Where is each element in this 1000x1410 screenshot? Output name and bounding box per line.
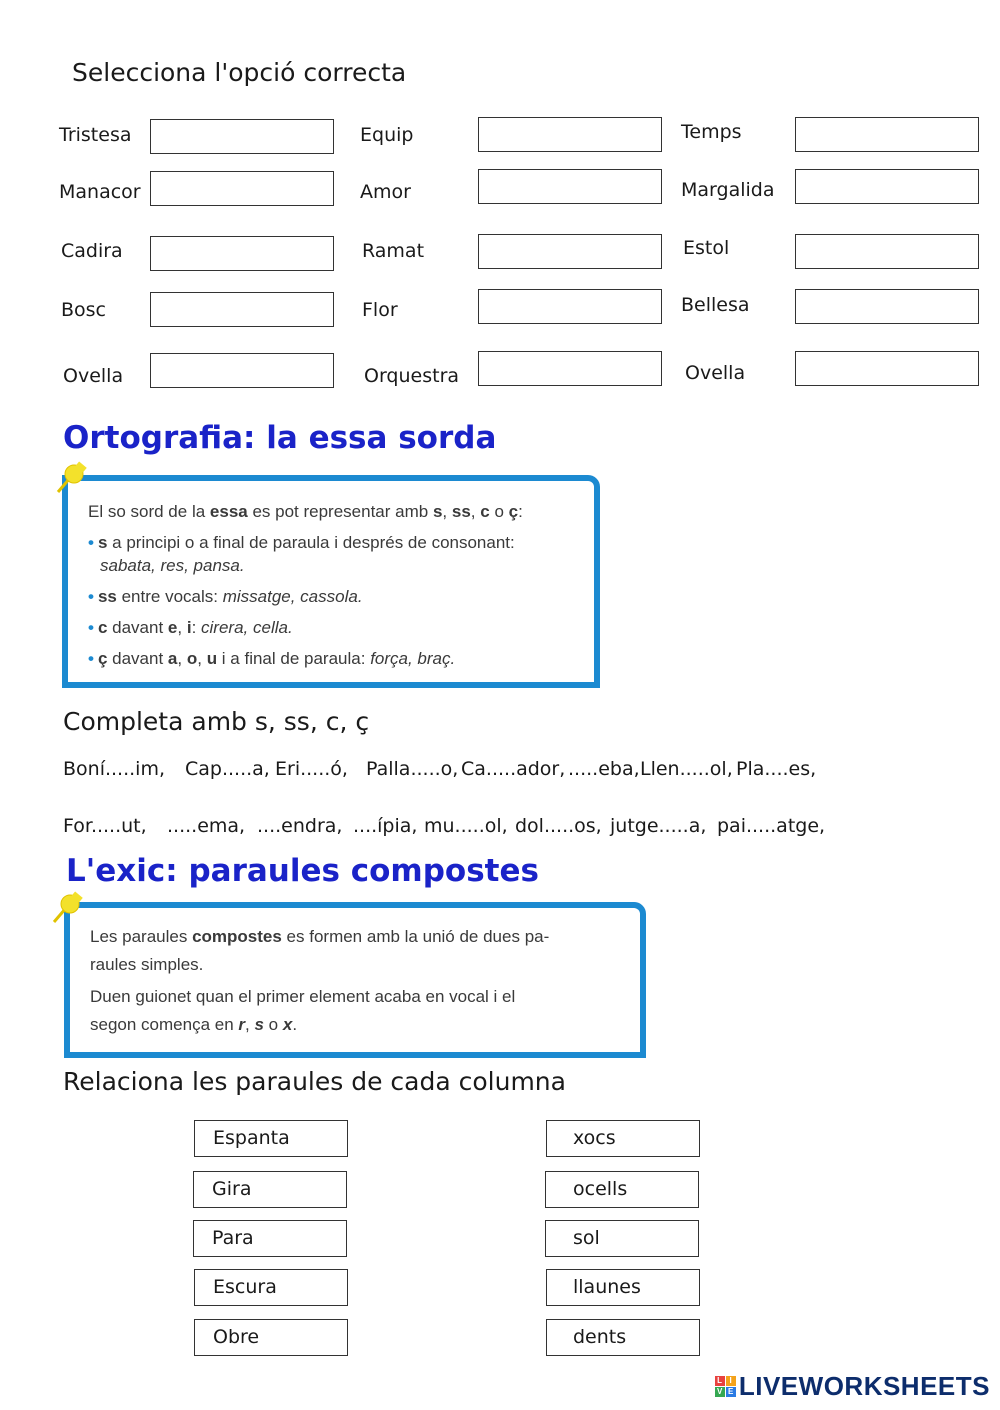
word-label: Amor [360, 181, 411, 203]
rule-bullet-c: • c davant e, i: cirera, cella. [88, 618, 293, 637]
rule-bullet-s: • s a principi o a final de paraula i després de consonant: [88, 533, 515, 552]
fill-word: Llen.....ol, [640, 758, 733, 780]
match-left-item[interactable]: Escura [194, 1269, 348, 1306]
match-right-item[interactable]: sol [545, 1220, 699, 1257]
match-right-item[interactable]: dents [546, 1319, 700, 1356]
answer-select[interactable] [150, 171, 334, 206]
answer-select[interactable] [150, 353, 334, 388]
match-left-item[interactable]: Para [193, 1220, 347, 1257]
match-left-item[interactable]: Obre [194, 1319, 348, 1356]
instruction-relate: Relaciona les paraules de cada columna [63, 1067, 566, 1096]
fill-word: Ca.....ador, [461, 758, 566, 780]
word-label: Estol [683, 237, 730, 259]
word-label: Cadira [61, 240, 123, 262]
rule-compostes-p1b: raules simples. [90, 955, 204, 974]
fill-word: Eri.....ó, [275, 758, 348, 780]
match-right-item[interactable]: xocs [546, 1120, 700, 1157]
word-label: Ovella [63, 365, 124, 387]
answer-select[interactable] [795, 117, 979, 152]
rule-bullet-ss: • ss entre vocals: missatge, cassola. [88, 587, 363, 606]
fill-word: Boní.....im, [63, 758, 166, 780]
match-left-item[interactable]: Espanta [194, 1120, 348, 1157]
answer-select[interactable] [795, 169, 979, 204]
match-left-item[interactable]: Gira [193, 1171, 347, 1208]
liveworksheets-logo [715, 1371, 990, 1402]
rule-box-essa [62, 475, 600, 688]
fill-word: jutge.....a, [610, 815, 707, 837]
fill-word: pai.....atge, [717, 815, 826, 837]
section-title-ortografia: Ortografia: la essa sorda [63, 420, 497, 456]
rule-examples-s: sabata, res, pansa. [100, 556, 245, 575]
instruction-select: Selecciona l'opció correcta [72, 58, 407, 87]
fill-word: Palla.....o, [366, 758, 459, 780]
answer-select[interactable] [795, 351, 979, 386]
instruction-complete: Completa amb s, ss, c, ç [63, 707, 370, 736]
section-title-lexic: L'exic: paraules compostes [66, 853, 539, 889]
fill-word: dol.....os, [515, 815, 602, 837]
rule-compostes-p2b: segon comença en r, s o x. [90, 1015, 298, 1034]
word-label: Ramat [362, 240, 425, 262]
word-label: Manacor [59, 181, 141, 203]
word-label: Margalida [681, 179, 775, 201]
fill-word: Pla....es, [736, 758, 817, 780]
brand-name: LIVEWORKSHEETS [738, 1371, 990, 1401]
fill-word: .....eba, [568, 758, 640, 780]
answer-select[interactable] [478, 169, 662, 204]
answer-select[interactable] [478, 234, 662, 269]
logo-mark-icon: L I V E [715, 1376, 736, 1397]
word-label: Bellesa [681, 294, 750, 316]
fill-word: ....ípia, [353, 815, 418, 837]
word-label: Ovella [685, 362, 746, 384]
rule-compostes-p1: Les paraules compostes es formen amb la unió de dues pa- [90, 927, 550, 946]
fill-word: mu.....ol, [424, 815, 508, 837]
answer-select[interactable] [478, 117, 662, 152]
answer-select[interactable] [795, 234, 979, 269]
word-label: Temps [681, 121, 742, 143]
fill-word: .....ema, [167, 815, 246, 837]
rule-intro: El so sord de la essa es pot representar amb s, ss, c o ç: [88, 502, 523, 521]
match-right-item[interactable]: ocells [545, 1171, 699, 1208]
rule-box-compostes [64, 902, 646, 1058]
rule-bullet-cc: • ç davant a, o, u i a final de paraula: força, braç. [88, 649, 456, 668]
word-label: Orquestra [364, 365, 460, 387]
answer-select[interactable] [478, 289, 662, 324]
fill-word: For.....ut, [63, 815, 147, 837]
answer-select[interactable] [150, 236, 334, 271]
rule-compostes-p2: Duen guionet quan el primer element acaba en vocal i el [90, 987, 516, 1006]
answer-select[interactable] [478, 351, 662, 386]
pushpin-icon [48, 888, 88, 928]
pushpin-icon [52, 458, 92, 498]
word-label: Flor [362, 299, 398, 321]
answer-select[interactable] [795, 289, 979, 324]
word-label: Equip [360, 124, 414, 146]
word-label: Tristesa [59, 124, 132, 146]
fill-word: ....endra, [257, 815, 343, 837]
match-right-item[interactable]: llaunes [546, 1269, 700, 1306]
fill-word: Cap.....a, [185, 758, 270, 780]
answer-select[interactable] [150, 292, 334, 327]
answer-select[interactable] [150, 119, 334, 154]
word-label: Bosc [61, 299, 107, 321]
